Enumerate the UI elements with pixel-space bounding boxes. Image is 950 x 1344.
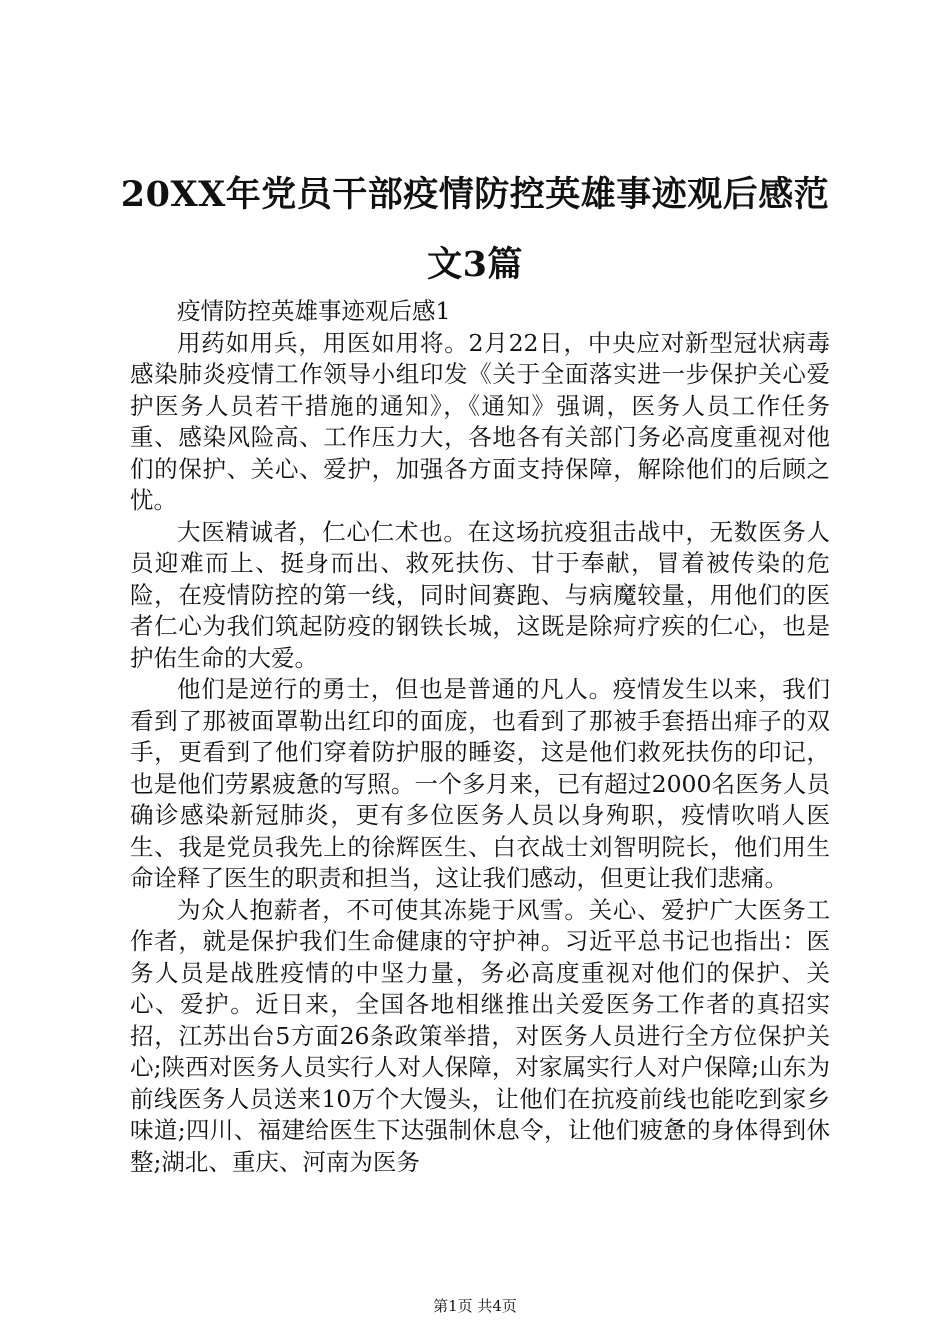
page-footer: 第1页 共4页 [433, 1297, 517, 1315]
paragraph-3: 他们是逆行的勇士，但也是普通的凡人。疫情发生以来，我们看到了那被面罩勒出红印的面庞，也看到了那被手套捂出痱子的双手，更看到了他们穿着防护服的睡姿，这是他们救死扶伤的印记，也是他们劳累疲惫的写照。一个多月来，已有超过2000名医务人员确诊感染新冠肺炎，更有多位医务人员以身殉职，疫情吹哨人医生、我是党员我先上的徐辉医生、白衣战士刘智明院长，他们用生命诠释了医生的职责和担当，这让我们感动，但更让我们悲痛。 [130, 675, 830, 892]
paragraph-4: 为众人抱薪者，不可使其冻毙于风雪。关心、爱护广大医务工作者，就是保护我们生命健康的守护神。习近平总书记也指出：医务人员是战胜疫情的中坚力量，务必高度重视对他们的保护、关心、爱护。近日来，全国各地相继推出关爱医务工作者的真招实招，江苏出台5方面26条政策举措，对医务人员进行全方位保护关心;陕西对医务人员实行人对人保障，对家属实行人对户保障;山东为前线医务人员送来10万个大馒头，让他们在抗疫前线也能吃到家乡味道;四川、福建给医生下达强制休息令，让他们疲惫的身体得到休整;湖北、重庆、河南为医务 [130, 895, 830, 1176]
paragraph-1: 用药如用兵，用医如用将。2月22日，中央应对新型冠状病毒感染肺炎疫情工作领导小组印发《关于全面落实进一步保护关心爱护医务人员若干措施的通知》，《通知》强调，医务人员工作任务重、感染风险高、工作压力大，各地各有关部门务必高度重视对他们的保护、关心、爱护，加强各方面支持保障，解除他们的后顾之忧。 [130, 328, 830, 514]
paragraph-2: 大医精诚者，仁心仁术也。在这场抗疫狙击战中，无数医务人员迎难而上、挺身而出、救死扶伤、甘于奉献，冒着被传染的危险，在疫情防控的第一线，同时间赛跑、与病魔较量，用他们的医者仁心为我们筑起防疫的钢铁长城，这既是除疴疗疾的仁心，也是护佑生命的大爱。 [130, 517, 830, 672]
document-body [130, 296, 830, 1178]
document-title: 20XX年党员干部疫情防控英雄事迹观后感范文3篇 [120, 174, 830, 285]
section-heading: 疫情防控英雄事迹观后感1 [177, 297, 451, 325]
